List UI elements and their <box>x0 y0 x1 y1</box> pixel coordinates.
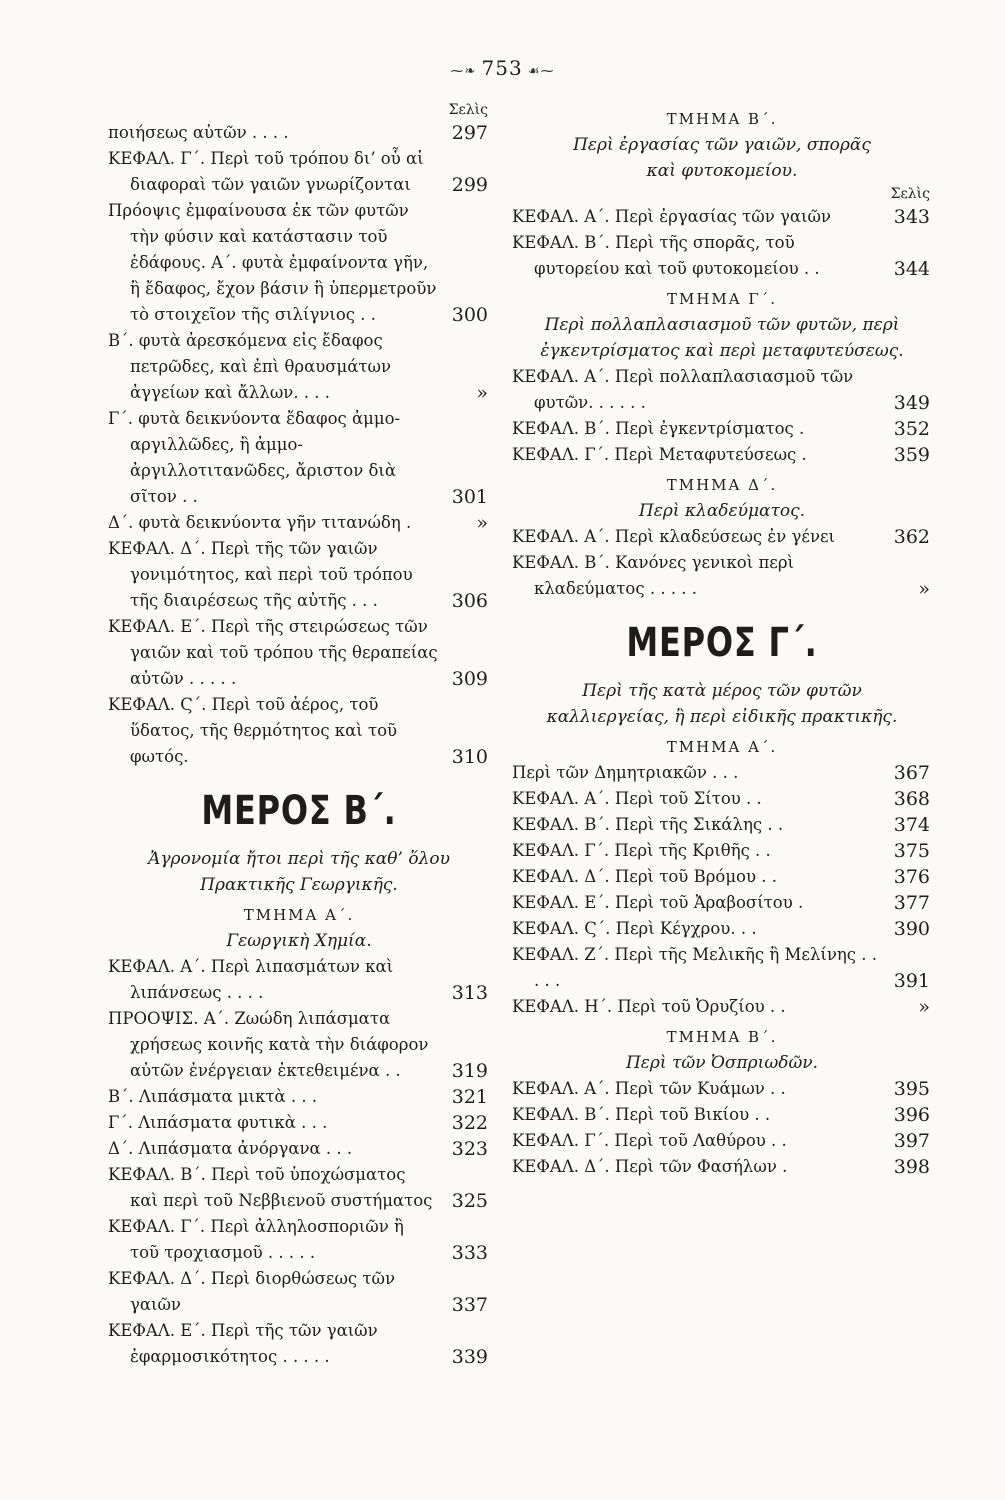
toc-entry-page: 321 <box>451 1086 488 1108</box>
toc-entry-title: ΚΕΦΑΛ. Β΄. Περὶ τῆς Σικάλης . . <box>512 815 784 834</box>
toc-entry-page: 344 <box>893 258 930 280</box>
toc-entry-title: ποιήσεως αὐτῶν . . . . <box>108 123 289 142</box>
toc-entry-title: ΚΕΦΑΛ. Α΄. Περὶ λιπασμάτων καὶ λιπάνσεως . . . . <box>108 957 394 1002</box>
toc-entry-page: 309 <box>451 668 488 690</box>
toc-entry <box>108 1162 490 1214</box>
toc-entry-page: 297 <box>451 122 488 144</box>
toc-entry-page: 395 <box>893 1078 930 1100</box>
toc-entry-page: 368 <box>893 788 930 810</box>
toc-entry-title: Β΄. φυτὰ ἀρεσκόμενα εἰς ἔδαφος πετρῶδες, καὶ ἐπὶ θραυσμάτων ἀγγείων καὶ ἄλλων. . . . <box>108 331 392 402</box>
toc-entry-title: ΠΡΟΟΨΙΣ. Α΄. Ζωώδη λιπάσματα χρήσεως κοινῆς κατὰ τὴν διάφορον αὐτῶν ἐνέργειαν ἐκτεθειμένα . . <box>108 1009 429 1080</box>
toc-entry <box>512 890 932 916</box>
toc-list-a <box>108 120 490 770</box>
toc-entry <box>108 536 490 614</box>
toc-entry-page: 359 <box>893 444 930 466</box>
toc-entry <box>512 916 932 942</box>
toc-entry-page: 374 <box>893 814 930 836</box>
toc-entry <box>108 1318 490 1370</box>
section-subtitle: Περὶ ἐργασίας τῶν γαιῶν, σπορᾶς <box>573 135 871 155</box>
toc-entry <box>108 692 490 770</box>
toc-entry-title: ΚΕΦΑΛ. Α΄. Περὶ τῶν Κυάμων . . <box>512 1079 786 1098</box>
toc-entry-page: 390 <box>893 918 930 940</box>
section-subtitle: Περὶ τῶν Ὀσπριωδῶν. <box>625 1053 819 1073</box>
section-heading: ΤΜΗΜΑ Β΄. <box>666 110 778 128</box>
toc-entry <box>108 1084 490 1110</box>
toc-entry <box>108 614 490 692</box>
toc-entry-page: 333 <box>451 1242 488 1264</box>
toc-entry-title: ΚΕΦΑΛ. Β΄. Περὶ τῆς σπορᾶς, τοῦ φυτορείου καὶ τοῦ φυτοκομείου . . <box>512 233 820 278</box>
toc-entry <box>108 1110 490 1136</box>
toc-list-1 <box>512 204 932 282</box>
toc-entry-title: ΚΕΦΑΛ. Γ΄. Περὶ τοῦ Λαθύρου . . <box>512 1131 787 1150</box>
toc-entry-page: » <box>476 382 488 404</box>
toc-entry <box>108 406 490 510</box>
toc-entry-title: ΚΕΦΑΛ. Γ΄. Περὶ τοῦ τρόπου δι’ οὗ αἱ διαφοραὶ τῶν γαιῶν γνωρίζονται <box>108 149 424 194</box>
toc-entry-page: 299 <box>451 174 488 196</box>
section-heading: ΤΜΗΜΑ Δ΄. <box>666 476 778 494</box>
section-subtitle: Περὶ κλαδεύματος. <box>638 501 806 521</box>
part-subtitle: Περὶ τῆς κατὰ μέρος τῶν φυτῶν <box>582 681 862 701</box>
toc-entry-title: ΚΕΦΑΛ. Β΄. Περὶ τοῦ ὑποχώσματος καὶ περὶ τοῦ Νεββιενοῦ συστήματος <box>108 1165 433 1210</box>
toc-list-4 <box>512 760 932 1020</box>
part-heading: ΜΕΡΟΣ Β΄. <box>201 788 397 834</box>
toc-entry-page: » <box>918 996 930 1018</box>
toc-entry-page: 362 <box>893 526 930 548</box>
toc-entry-page: 352 <box>893 418 930 440</box>
toc-entry <box>108 510 490 536</box>
toc-entry-title: ΚΕΦΑΛ. Δ΄. Περὶ τῶν Φασήλων . <box>512 1157 788 1176</box>
toc-entry <box>512 1154 932 1180</box>
toc-entry-page: 319 <box>451 1060 488 1082</box>
toc-list-3 <box>512 524 932 602</box>
toc-entry-title: ΚΕΦΑΛ. Α΄. Περὶ τοῦ Σίτου . . <box>512 789 762 808</box>
toc-entry <box>108 120 490 146</box>
toc-entry-title: ΚΕΦΑΛ. Β΄. Περὶ τοῦ Βικίου . . <box>512 1105 771 1124</box>
toc-entry-page: 301 <box>451 486 488 508</box>
toc-entry <box>108 1136 490 1162</box>
toc-entry <box>108 954 490 1006</box>
toc-entry <box>512 524 932 550</box>
section-heading: ΤΜΗΜΑ Γ΄. <box>666 290 778 308</box>
toc-entry <box>512 942 932 994</box>
toc-entry-page: 323 <box>451 1138 488 1160</box>
toc-entry-page: 376 <box>893 866 930 888</box>
toc-entry-page: 396 <box>893 1104 930 1126</box>
toc-entry <box>108 1266 490 1318</box>
toc-entry-page: 367 <box>893 762 930 784</box>
toc-entry <box>512 760 932 786</box>
section-heading: ΤΜΗΜΑ Β΄. <box>666 1028 778 1046</box>
toc-entry-title: ΚΕΦΑΛ. Γ΄. Περὶ τῆς Κριθῆς . . <box>512 841 771 860</box>
toc-entry-page: 375 <box>893 840 930 862</box>
toc-entry <box>108 198 490 328</box>
toc-entry <box>512 1102 932 1128</box>
toc-entry-title: ΚΕΦΑΛ. Γ΄. Περὶ Μεταφυτεύσεως . <box>512 445 807 464</box>
ornament-right-icon: ☙⁓ <box>522 64 555 79</box>
toc-entry-title: Δ΄. φυτὰ δεικνύοντα γῆν τιτανώδη . <box>108 513 412 532</box>
right-column <box>512 100 932 1180</box>
toc-entry-title: ΚΕΦΑΛ. Ε΄. Περὶ τοῦ Ἀραβοσίτου . <box>512 893 804 912</box>
toc-entry <box>512 204 932 230</box>
toc-entry-title: ΚΕΦΑΛ. Δ΄. Περὶ τοῦ Βρόμου . . <box>512 867 777 886</box>
toc-entry-page: 325 <box>451 1190 488 1212</box>
toc-entry-page: 300 <box>451 304 488 326</box>
left-column <box>108 100 490 1370</box>
part-subtitle: καλλιεργείας, ἢ περὶ εἰδικῆς πρακτικῆς. <box>546 707 898 727</box>
toc-entry-page: 349 <box>893 392 930 414</box>
part-subtitle: Πρακτικῆς Γεωργικῆς. <box>200 875 398 895</box>
toc-entry-title: ΚΕΦΑΛ. Ε΄. Περὶ τῆς στειρώσεως τῶν γαιῶν καὶ τοῦ τρόπου τῆς θεραπείας αὐτῶν . . . . . <box>108 617 438 688</box>
section-subtitle: Γεωργικὴ Χημία. <box>226 931 372 951</box>
toc-entry-page: 313 <box>451 982 488 1004</box>
toc-entry-page: » <box>918 578 930 600</box>
toc-entry-page: 343 <box>893 206 930 228</box>
toc-entry-page: 310 <box>451 746 488 768</box>
toc-entry <box>108 146 490 198</box>
page-number: ⁓❧ 753 ☙⁓ <box>450 56 555 80</box>
toc-entry-title: ΚΕΦΑΛ. Δ΄. Περὶ διορθώσεως τῶν γαιῶν <box>108 1269 396 1314</box>
toc-list-b <box>108 954 490 1370</box>
toc-entry-page: 398 <box>893 1156 930 1178</box>
toc-entry <box>512 786 932 812</box>
toc-list-2 <box>512 364 932 468</box>
toc-entry-page: 306 <box>451 590 488 612</box>
toc-entry-page: 322 <box>451 1112 488 1134</box>
toc-entry-title: Περὶ τῶν Δημητριακῶν . . . <box>512 763 739 782</box>
toc-entry <box>512 416 932 442</box>
toc-entry-title: Γ΄. φυτὰ δεικνύοντα ἔδαφος ἀμμο-αργιλλῶδες, ἢ ἀμμο-ἀργιλλοτιτανῶδες, ἄριστον διὰ σῖτον . . <box>108 409 401 506</box>
toc-entry-title: ΚΕΦΑΛ. Α΄. Περὶ πολλαπλασιασμοῦ τῶν φυτῶν. . . . . . <box>512 367 854 412</box>
toc-entry-page: 377 <box>893 892 930 914</box>
toc-entry <box>512 230 932 282</box>
part-subtitle: Ἀγρονομία ἤτοι περὶ τῆς καθ’ ὅλου <box>148 849 450 869</box>
toc-entry-page: 337 <box>451 1294 488 1316</box>
toc-list-5 <box>512 1076 932 1180</box>
toc-entry <box>512 1128 932 1154</box>
toc-entry-title: ΚΕΦΑΛ. Α΄. Περὶ κλαδεύσεως ἐν γένει <box>512 527 835 546</box>
section-subtitle: καὶ φυτοκομείου. <box>646 161 798 181</box>
section-subtitle: Περὶ πολλαπλασιασμοῦ τῶν φυτῶν, περὶ ἐγκεντρίσματος καὶ περὶ μεταφυτεύσεως. <box>540 315 904 361</box>
toc-entry-title: ΚΕΦΑΛ. Γ΄. Περὶ ἀλληλοσποριῶν ἢ τοῦ τροχιασμοῦ . . . . . <box>108 1217 404 1262</box>
toc-entry-title: ΚΕΦΑΛ. Β΄. Κανόνες γενικοὶ περὶ κλαδεύματος . . . . . <box>512 553 795 598</box>
part-heading: ΜΕΡΟΣ Γ΄. <box>626 620 818 666</box>
toc-entry <box>108 1214 490 1266</box>
section-heading: ΤΜΗΜΑ Α΄. <box>666 738 778 756</box>
toc-entry-title: ΚΕΦΑΛ. Ϛ΄. Περὶ τοῦ ἀέρος, τοῦ ὕδατος, τῆς θερμότητος καὶ τοῦ φωτός. <box>108 695 398 766</box>
toc-entry-title: ΚΕΦΑΛ. Α΄. Περὶ ἐργασίας τῶν γαιῶν <box>512 207 831 226</box>
toc-entry-title: ΚΕΦΑΛ. Ϛ΄. Περὶ Κέγχρου. . . <box>512 919 757 938</box>
toc-entry <box>108 1006 490 1084</box>
page-column-label: Σελὶς <box>890 186 930 202</box>
toc-entry <box>512 1076 932 1102</box>
toc-entry-title: ΚΕΦΑΛ. Ζ΄. Περὶ τῆς Μελικῆς ἢ Μελίνης . . . . . <box>512 945 877 990</box>
ornament-left-icon: ⁓❧ <box>450 64 482 79</box>
toc-entry-page: » <box>476 512 488 534</box>
toc-entry-title: Πρόοψις ἐμφαίνουσα ἐκ τῶν φυτῶν τὴν φύσιν καὶ κατάστασιν τοῦ ἐδάφους. Α΄. φυτὰ ἐμφαίνοντα γῆν, ἢ ἔδαφος, ἔχον βάσιν ἢ ὑπερμετροῦν τὸ στοιχεῖον τῆς σιλίγνιος . . <box>108 201 437 324</box>
toc-entry-title: ΚΕΦΑΛ. Δ΄. Περὶ τῆς τῶν γαιῶν γονιμότητος, καὶ περὶ τοῦ τρόπου τῆς διαιρέσεως τῆς αὐτῆς . . . <box>108 539 413 610</box>
section-heading: ΤΜΗΜΑ Α΄. <box>243 906 355 924</box>
toc-entry-title: ΚΕΦΑΛ. Η΄. Περὶ τοῦ Ὀρυζίου . . <box>512 997 786 1016</box>
toc-entry <box>512 812 932 838</box>
toc-entry-page: 397 <box>893 1130 930 1152</box>
toc-entry <box>512 864 932 890</box>
toc-entry <box>512 994 932 1020</box>
toc-entry-title: ΚΕΦΑΛ. Ε΄. Περὶ τῆς τῶν γαιῶν ἐφαρμοσικότητος . . . . . <box>108 1321 378 1366</box>
toc-entry <box>512 838 932 864</box>
toc-entry-title: ΚΕΦΑΛ. Β΄. Περὶ ἐγκεντρίσματος . <box>512 419 805 438</box>
toc-entry <box>512 364 932 416</box>
toc-entry-title: Β΄. Λιπάσματα μικτὰ . . . <box>108 1087 318 1106</box>
toc-entry-title: Γ΄. Λιπάσματα φυτικὰ . . . <box>108 1113 328 1132</box>
page-column-label: Σελὶς <box>448 102 488 118</box>
toc-entry <box>108 328 490 406</box>
toc-entry-title: Δ΄. Λιπάσματα ἀνόργανα . . . <box>108 1139 353 1158</box>
toc-entry <box>512 442 932 468</box>
toc-entry-page: 391 <box>893 970 930 992</box>
toc-entry <box>512 550 932 602</box>
toc-entry-page: 339 <box>451 1346 488 1368</box>
